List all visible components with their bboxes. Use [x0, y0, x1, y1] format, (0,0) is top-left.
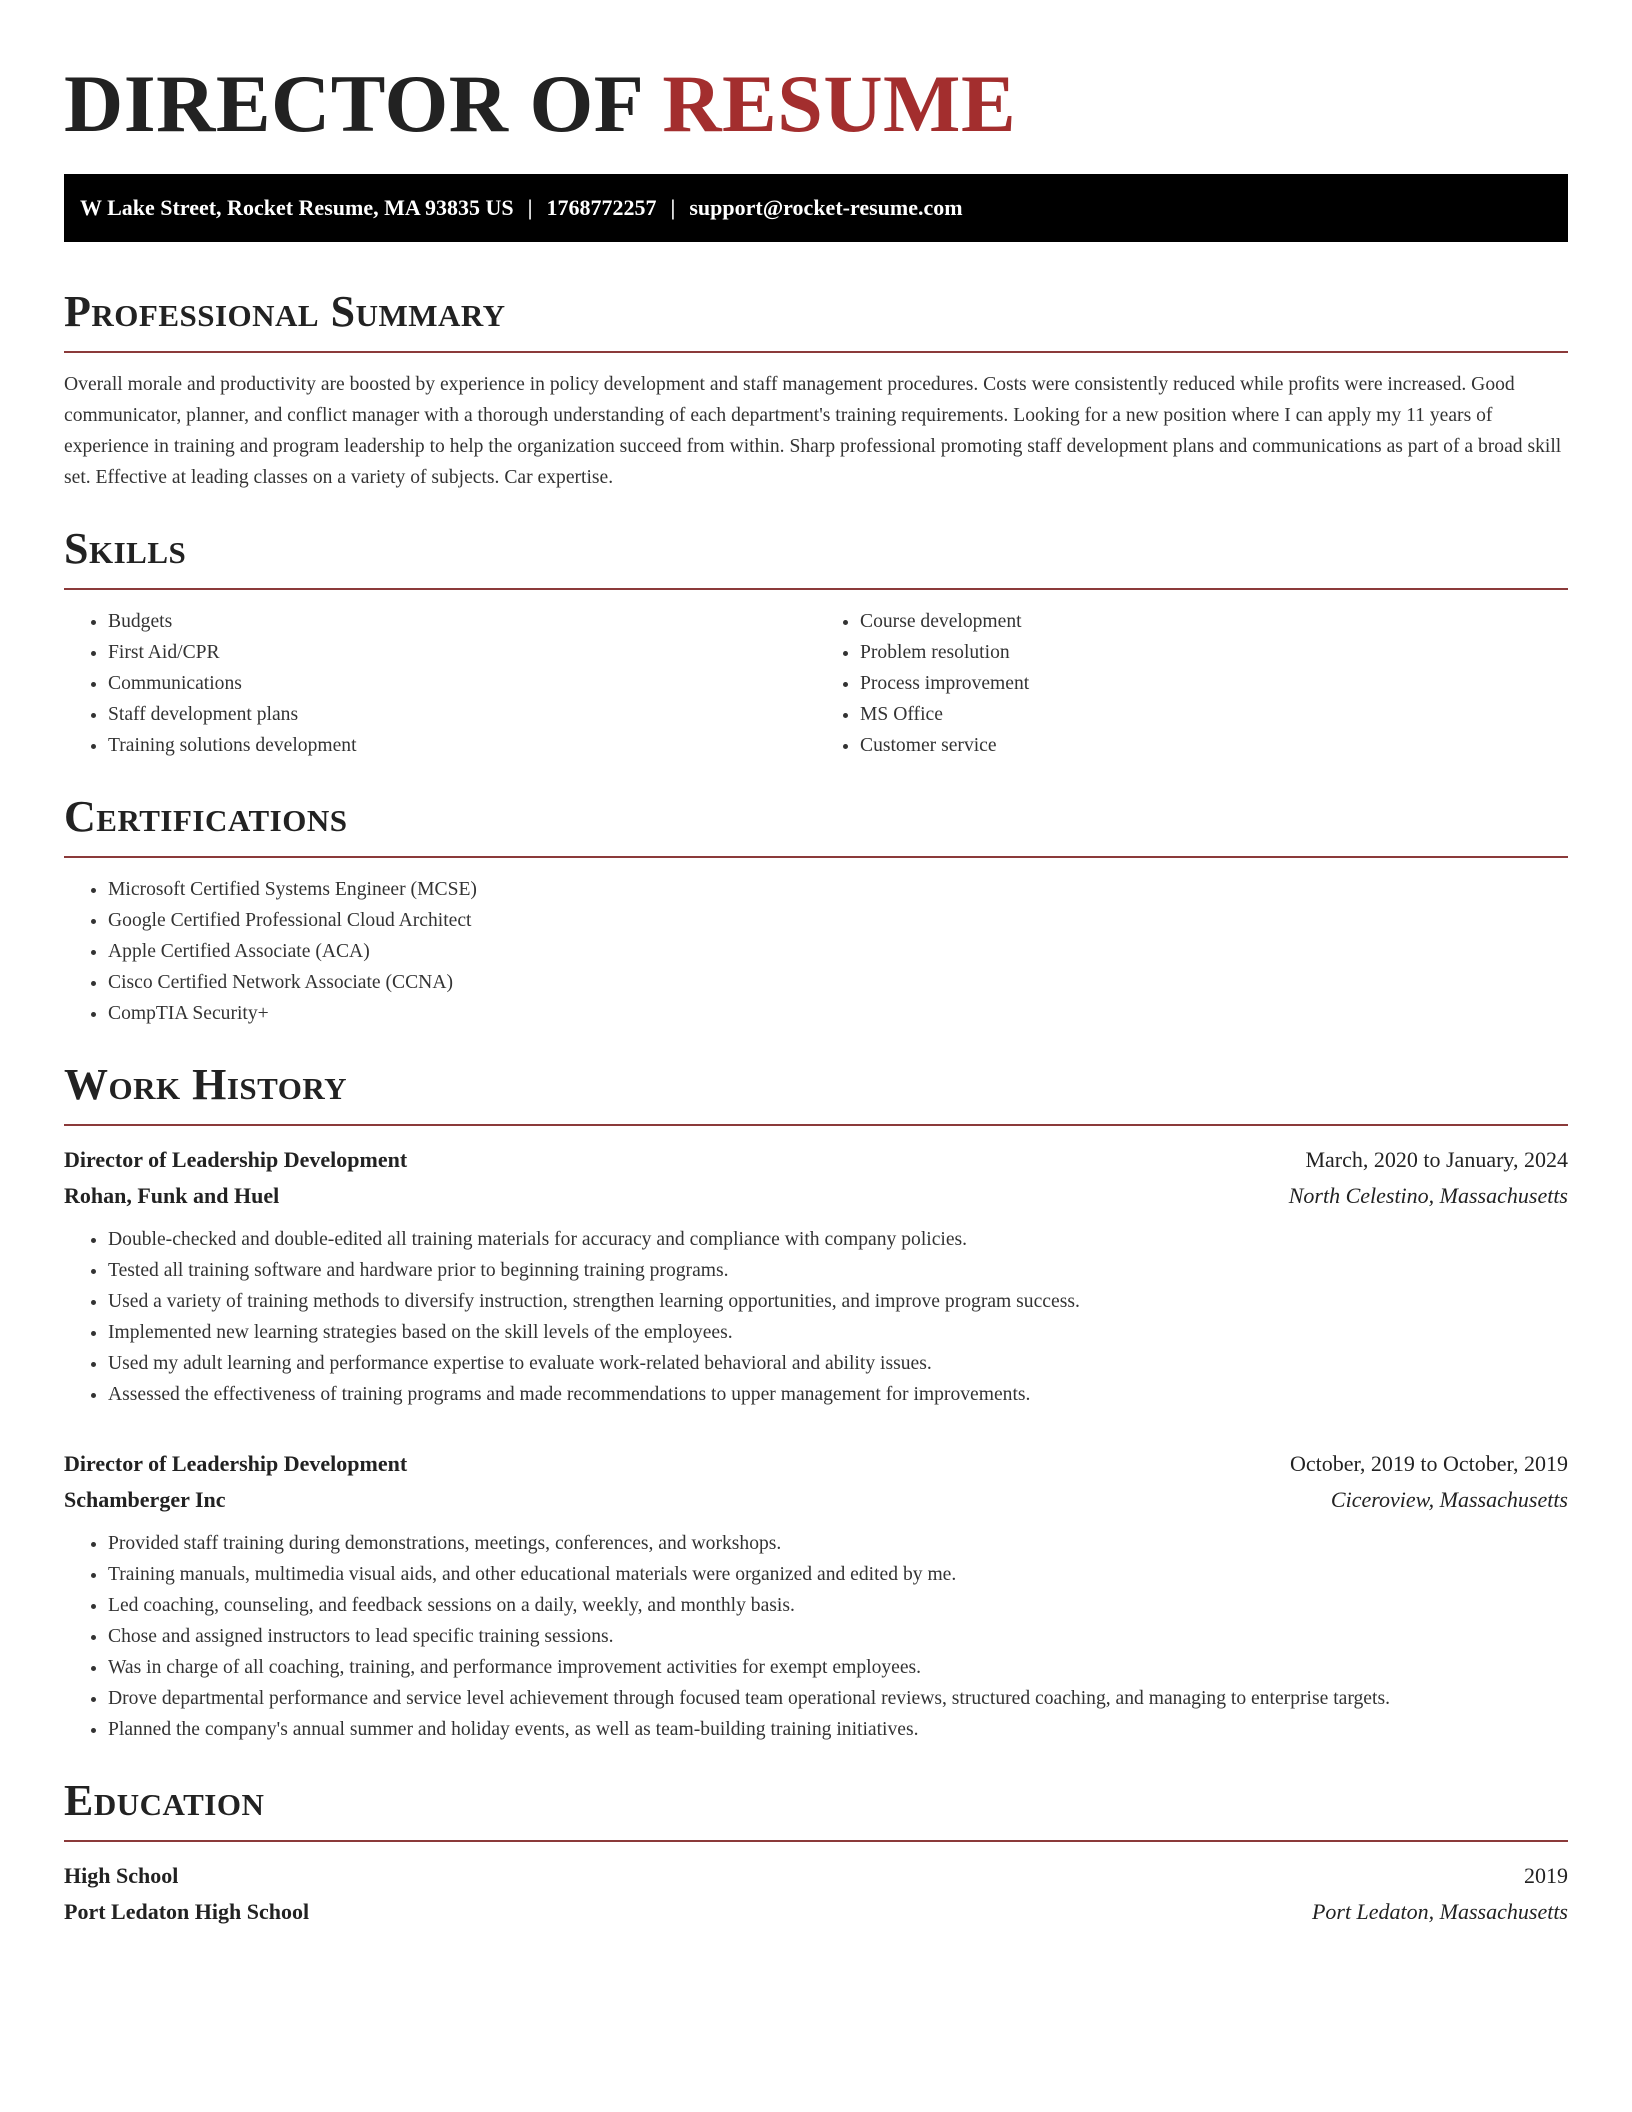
job-bullet: • Chose and assigned instructors to lead specific training sessions. — [108, 1621, 1568, 1652]
skill-item: • First Aid/CPR — [108, 637, 816, 668]
skill-item: • Training solutions development — [108, 730, 816, 761]
contact-phone: 1768772257 — [546, 195, 657, 220]
skills-list-left — [64, 606, 816, 761]
certification-item: • Cisco Certified Network Associate (CCNA) — [108, 967, 1568, 998]
education-section — [64, 1775, 1568, 1930]
skill-item: • Process improvement — [860, 668, 1568, 699]
section-divider — [64, 588, 1568, 590]
name-part-2: RESUME — [662, 58, 1017, 149]
education-location: Port Ledaton, Massachusetts — [1311, 1899, 1568, 1924]
job-bullet: • Drove departmental performance and service level achievement through focused team operational reviews, structured coaching, and managing to enterprise targets. — [108, 1683, 1568, 1714]
section-divider — [64, 1840, 1568, 1842]
education-degree: High School — [64, 1863, 179, 1888]
summary-text: Overall morale and productivity are boosted by experience in policy development and staff management procedures. Costs were consistently reduced while profits were increased. Good communicator, planner, and conflict manager with a thorough understanding of each department's training requirements. Looking for a new position where I can apply my 11 years of experience in training and program leadership to help the organization succeed from within. Sharp professional promoting staff development plans and communications as part of a broad skill set. Effective at leading classes on a variety of subjects. Car expertise. — [64, 374, 1562, 488]
section-divider — [64, 1124, 1568, 1126]
contact-email: support@rocket-resume.com — [689, 195, 963, 220]
job-bullet: • Implemented new learning strategies based on the skill levels of the employees. — [108, 1317, 1568, 1348]
job-bullet: • Used a variety of training methods to diversify instruction, strengthen learning opportunities, and improve program success. — [108, 1286, 1568, 1317]
job-bullet: • Provided staff training during demonstrations, meetings, conferences, and workshops. — [108, 1528, 1568, 1559]
work-history-title: Work History — [64, 1060, 348, 1109]
certification-item: • Apple Certified Associate (ACA) — [108, 936, 1568, 967]
certifications-list — [64, 874, 1568, 1029]
education-header-row — [64, 1858, 1568, 1894]
skills-grid — [64, 606, 1568, 761]
contact-separator: | — [670, 195, 676, 220]
job-company: Schamberger Inc — [64, 1487, 226, 1512]
job-bullet: • Used my adult learning and performance expertise to evaluate work-related behavioral and ability issues. — [108, 1348, 1568, 1379]
job-title: Director of Leadership Development — [64, 1451, 408, 1476]
summary-section — [64, 286, 1568, 493]
skill-item: • Customer service — [860, 730, 1568, 761]
contact-bar — [64, 174, 1568, 242]
name-part-1: DIRECTOR OF — [64, 58, 642, 149]
job-bullet: • Assessed the effectiveness of training programs and made recommendations to upper management for improvements. — [108, 1379, 1568, 1410]
contact-address: W Lake Street, Rocket Resume, MA 93835 US — [80, 195, 514, 220]
certifications-section — [64, 791, 1568, 1029]
job-company-row — [64, 1482, 1568, 1518]
summary-title: Professional Summary — [64, 287, 506, 336]
certification-item: • Microsoft Certified Systems Engineer (MCSE) — [108, 874, 1568, 905]
skills-section — [64, 523, 1568, 761]
skill-item: • Staff development plans — [108, 699, 816, 730]
job-bullet: • Planned the company's annual summer and holiday events, as well as team-building training initiatives. — [108, 1714, 1568, 1745]
skill-item: • Communications — [108, 668, 816, 699]
resume-name-heading — [64, 56, 1568, 152]
job-bullets — [64, 1528, 1568, 1745]
job-dates: October, 2019 to October, 2019 — [1289, 1451, 1568, 1476]
job-bullet: • Was in charge of all coaching, training, and performance improvement activities for exempt employees. — [108, 1652, 1568, 1683]
skill-item: • Budgets — [108, 606, 816, 637]
job-title: Director of Leadership Development — [64, 1147, 408, 1172]
education-year: 2019 — [1524, 1863, 1568, 1888]
certifications-title: Certifications — [64, 792, 348, 841]
education-entry — [64, 1858, 1568, 1930]
job-header-row — [64, 1142, 1568, 1178]
job-location: Ciceroview, Massachusetts — [1330, 1487, 1568, 1512]
skills-list-right — [816, 606, 1568, 761]
job-company: Rohan, Funk and Huel — [64, 1183, 280, 1208]
education-school: Port Ledaton High School — [64, 1899, 310, 1924]
job-entry — [64, 1142, 1568, 1410]
education-title: Education — [64, 1776, 265, 1825]
job-bullet: • Training manuals, multimedia visual aids, and other educational materials were organized and edited by me. — [108, 1559, 1568, 1590]
education-school-row — [64, 1894, 1568, 1930]
job-dates: March, 2020 to January, 2024 — [1305, 1147, 1568, 1172]
contact-separator: | — [527, 195, 533, 220]
job-bullet: • Led coaching, counseling, and feedback sessions on a daily, weekly, and monthly basis. — [108, 1590, 1568, 1621]
job-bullet: • Double-checked and double-edited all training materials for accuracy and compliance with company policies. — [108, 1224, 1568, 1255]
job-entry — [64, 1446, 1568, 1745]
skill-item: • Problem resolution — [860, 637, 1568, 668]
section-divider — [64, 351, 1568, 353]
job-bullet: • Tested all training software and hardware prior to beginning training programs. — [108, 1255, 1568, 1286]
work-history-section — [64, 1059, 1568, 1745]
skills-title: Skills — [64, 524, 187, 573]
job-location: North Celestino, Massachusetts — [1288, 1183, 1568, 1208]
certification-item: • Google Certified Professional Cloud Architect — [108, 905, 1568, 936]
job-header-row — [64, 1446, 1568, 1482]
certification-item: • CompTIA Security+ — [108, 998, 1568, 1029]
skill-item: • MS Office — [860, 699, 1568, 730]
section-divider — [64, 856, 1568, 858]
skill-item: • Course development — [860, 606, 1568, 637]
job-company-row — [64, 1178, 1568, 1214]
job-bullets — [64, 1224, 1568, 1410]
